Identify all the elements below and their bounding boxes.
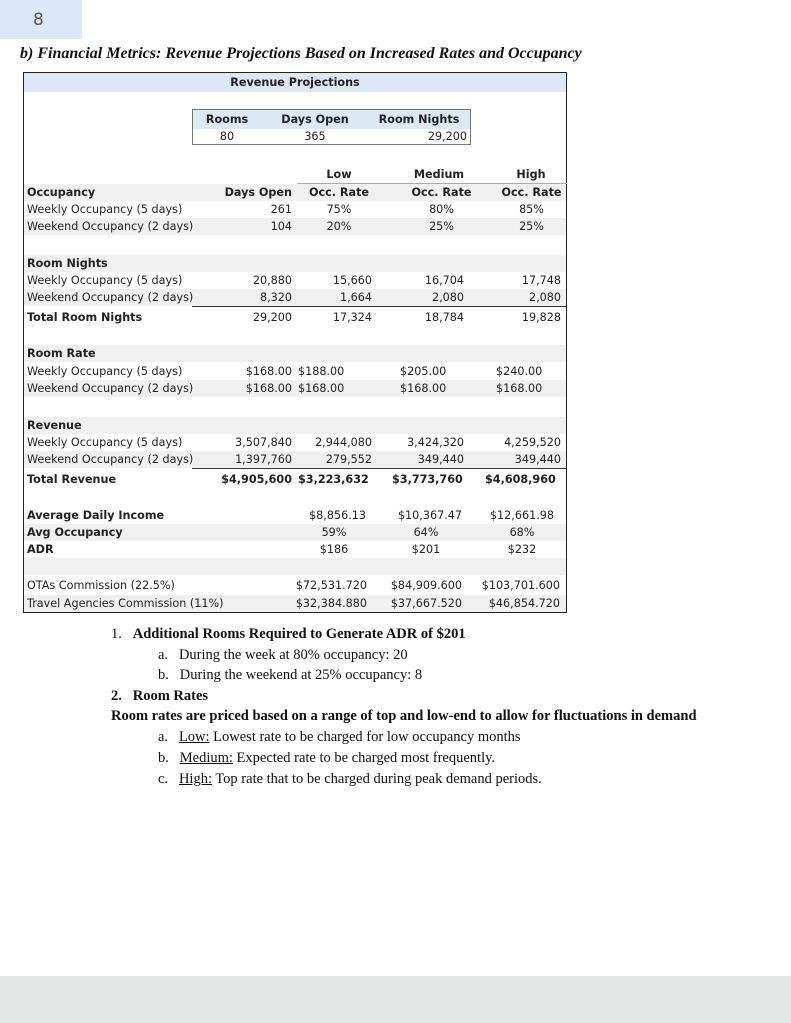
summary-box [192, 109, 471, 145]
cell-medium: 80% [429, 203, 454, 216]
cell-high: 17,748 [521, 274, 561, 287]
cell-high: 68% [509, 526, 535, 539]
cell-days-open: 20,880 [252, 274, 292, 287]
col-header-days-open: Days Open [224, 186, 292, 199]
cell-medium: $201 [411, 543, 441, 556]
cell-low: 20% [326, 220, 352, 233]
cell-high: $46,854.720 [488, 597, 560, 610]
note-marker: 1. [111, 626, 122, 642]
cell-medium: $168.00 [400, 382, 447, 395]
cell-low: 17,324 [332, 311, 372, 324]
cell-high: 25% [519, 220, 544, 233]
row-label: Average Daily Income [27, 509, 165, 522]
note-term: High: [178, 771, 212, 787]
cell-high: $240.00 [496, 365, 543, 378]
cell-high: 349,440 [514, 453, 561, 466]
table-row [24, 434, 566, 451]
cell-high: $12,661.98 [489, 509, 554, 522]
cell-high: $103,701.600 [481, 579, 560, 592]
cell-high: $232 [507, 543, 537, 556]
revenue-header-row [24, 417, 566, 434]
summary-header-rooms: Rooms [205, 113, 249, 126]
cell-high: $4,608,960 [485, 473, 556, 486]
occupancy-title: Occupancy [27, 186, 96, 199]
note-item-2c [158, 771, 542, 788]
cell-days-open: 29,200 [252, 311, 292, 324]
row-label: Total Room Nights [27, 311, 143, 324]
cell-medium: $10,367.47 [397, 509, 462, 522]
note-term: Low: [178, 729, 210, 745]
revenue-projections-table [23, 72, 567, 613]
cell-low: $72,531.720 [295, 579, 367, 592]
note-item-2 [111, 688, 208, 705]
row-label: Weekly Occupancy (5 days) [27, 436, 183, 449]
col-header-medium-occ: Occ. Rate [411, 186, 472, 199]
room-rate-header-row [24, 345, 566, 362]
table-row [24, 272, 566, 289]
row-label: Travel Agencies Commission (11%) [27, 597, 224, 610]
page-number-badge [0, 0, 82, 39]
page-number: 8 [33, 9, 44, 30]
table-title: Revenue Projections [24, 73, 566, 92]
note-item-1a [158, 647, 408, 664]
cell-medium: $3,773,760 [392, 473, 463, 486]
row-label: Total Revenue [27, 473, 117, 486]
row-label: Weekend Occupancy (2 days) [27, 220, 194, 233]
cell-low: $8,856.13 [309, 509, 366, 522]
cell-days-open: 104 [270, 220, 292, 233]
note-marker: a. [158, 647, 169, 663]
note-text: Lowest rate to be charged for low occupancy months [209, 729, 521, 745]
note-item-2-intro: Room rates are priced based on a range of top and low-end to allow for fluctuations in demand [111, 708, 697, 724]
note-marker: c. [158, 771, 169, 787]
table-row [24, 218, 566, 235]
note-item-1b [158, 667, 422, 684]
cell-low: $188.00 [298, 365, 345, 378]
table-row [24, 451, 566, 468]
spacer-row [24, 558, 566, 575]
cell-medium: 349,440 [417, 453, 464, 466]
table-row [24, 541, 566, 558]
row-label: Weekly Occupancy (5 days) [27, 274, 183, 287]
cell-low: 2,944,080 [315, 436, 372, 449]
column-group-row [24, 166, 566, 183]
room-nights-title: Room Nights [27, 257, 108, 270]
cell-low: 15,660 [332, 274, 372, 287]
row-label: OTAs Commission (22.5%) [27, 579, 175, 592]
cell-high: 19,828 [521, 311, 561, 324]
cell-low: 59% [321, 526, 347, 539]
subtotal-rule [192, 306, 567, 307]
cell-medium: 2,080 [431, 291, 464, 304]
cell-days-open: 1,397,760 [235, 453, 292, 466]
cell-high: 4,259,520 [504, 436, 561, 449]
cell-medium: $205.00 [400, 365, 447, 378]
row-label: Weekend Occupancy (2 days) [27, 291, 194, 304]
row-label: Weekend Occupancy (2 days) [27, 453, 194, 466]
column-group-low: Low [326, 168, 352, 181]
row-label: Avg Occupancy [27, 526, 123, 539]
column-group-medium: Medium [413, 168, 465, 181]
cell-low: $3,223,632 [298, 473, 369, 486]
note-text: During the week at 80% occupancy: 20 [178, 647, 408, 663]
revenue-title: Revenue [27, 419, 82, 432]
row-label: ADR [27, 543, 54, 556]
cell-low: 279,552 [325, 453, 372, 466]
footer-band [0, 976, 791, 1023]
total-row [24, 309, 566, 326]
cell-days-open: $4,905,600 [221, 473, 292, 486]
row-label: Weekly Occupancy (5 days) [27, 203, 183, 216]
note-item-2a [158, 729, 521, 746]
subtotal-rule [192, 468, 567, 469]
occupancy-header-row [24, 184, 566, 201]
cell-days-open: $168.00 [245, 365, 292, 378]
cell-days-open: 3,507,840 [235, 436, 292, 449]
note-item-2b [158, 750, 495, 767]
cell-low: $168.00 [298, 382, 345, 395]
cell-low: 75% [326, 203, 352, 216]
col-header-low-occ: Occ. Rate [308, 186, 370, 199]
summary-header-room-nights: Room Nights [378, 113, 460, 126]
room-rate-title: Room Rate [27, 347, 96, 360]
total-row [24, 471, 566, 488]
cell-low: 1,664 [339, 291, 372, 304]
table-row [24, 363, 566, 380]
cell-low: $32,384.880 [295, 597, 367, 610]
note-title: Additional Rooms Required to Generate ADR of $201 [132, 626, 466, 642]
cell-high: 2,080 [528, 291, 561, 304]
cell-medium: $84,909.600 [390, 579, 462, 592]
note-title: Room Rates [132, 688, 209, 704]
cell-high: $168.00 [496, 382, 543, 395]
table-row [24, 507, 566, 524]
note-text: Expected rate to be charged most frequently. [232, 750, 496, 766]
row-label: Weekly Occupancy (5 days) [27, 365, 183, 378]
cell-medium: $37,667.520 [390, 597, 462, 610]
col-header-high-occ: Occ. Rate [501, 186, 562, 199]
table-row [24, 595, 566, 612]
summary-value-room-nights: 29,200 [427, 130, 467, 143]
note-marker: 2. [111, 688, 122, 704]
note-marker: b. [158, 667, 169, 683]
table-row [24, 201, 566, 218]
cell-days-open: 261 [270, 203, 292, 216]
cell-medium: 18,784 [424, 311, 464, 324]
note-marker: a. [158, 729, 169, 745]
summary-value-rooms: 80 [219, 130, 235, 143]
cell-low: $186 [319, 543, 349, 556]
section-heading: b) Financial Metrics: Revenue Projections Based on Increased Rates and Occupancy [20, 45, 582, 62]
row-label: Weekend Occupancy (2 days) [27, 382, 194, 395]
cell-medium: 25% [429, 220, 454, 233]
column-group-high: High [516, 168, 546, 181]
note-text: Top rate that to be charged during peak demand periods. [211, 771, 542, 787]
cell-medium: 3,424,320 [407, 436, 464, 449]
note-term: Medium: [179, 750, 233, 766]
cell-high: 85% [519, 203, 544, 216]
cell-days-open: 8,320 [259, 291, 292, 304]
note-marker: b. [158, 750, 169, 766]
table-row [24, 289, 566, 306]
note-text: During the weekend at 25% occupancy: 8 [179, 667, 423, 683]
room-nights-header-row [24, 255, 566, 272]
cell-days-open: $168.00 [245, 382, 292, 395]
note-item-1 [111, 626, 466, 643]
summary-value-days-open: 365 [304, 130, 326, 143]
table-row [24, 577, 566, 594]
table-row [24, 524, 566, 541]
cell-medium: 64% [413, 526, 439, 539]
table-row [24, 380, 566, 397]
cell-medium: 16,704 [424, 274, 464, 287]
summary-header-days-open: Days Open [281, 113, 349, 126]
